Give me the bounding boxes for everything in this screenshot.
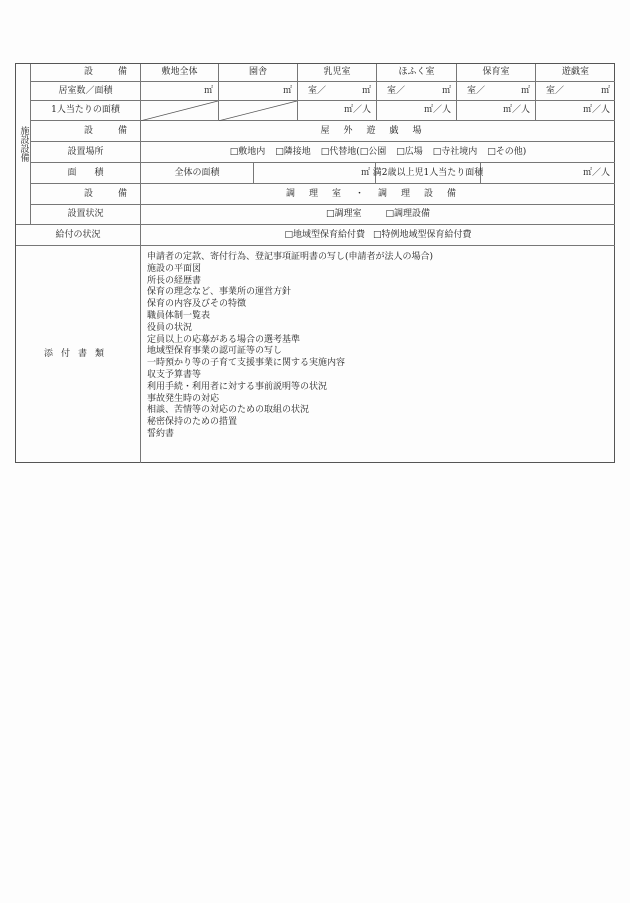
room-prefix: 室／ [467, 85, 486, 96]
unit-m2-per-person: ㎡／人 [582, 167, 610, 178]
unit-m2: ㎡ [360, 167, 370, 178]
facility-form-table [15, 63, 615, 463]
crawling-room-per-person-input[interactable] [377, 101, 457, 121]
site-per-person-na [141, 101, 219, 121]
section-label-cell [16, 64, 31, 225]
unit-m2: ㎡ [520, 85, 530, 96]
attachment-item: 秘密保持のための措置 [147, 417, 238, 428]
kitchen-status-options [141, 205, 615, 225]
checkbox-shrine-temple[interactable]: □寺社境内 [432, 146, 478, 157]
attachment-item: 定員以上の応募がある場合の選考基準 [147, 334, 301, 345]
attachment-item: 地域型保育事業の認可証等の写し [147, 346, 283, 357]
unit-m2-per-person: ㎡／人 [343, 105, 371, 115]
room-prefix: 室／ [308, 85, 327, 96]
kitchen-status-label: 設置状況 [31, 205, 141, 225]
unit-m2: ㎡ [282, 85, 292, 96]
col-header-crawling-room: ほふく室 [377, 64, 457, 82]
attachment-item: 利用手続・利用者に対する事前説明等の状況 [147, 381, 328, 392]
label-text: 設 備 [83, 188, 135, 199]
col-header-nursery-room: 保育室 [457, 64, 536, 82]
checkbox-adjacent[interactable]: □隣接地 [275, 146, 311, 157]
attachment-item: 相談、苦情等の対応のための取組の状況 [147, 405, 310, 416]
checkbox-kitchen-room[interactable]: □調理室 [325, 209, 362, 219]
col-header-infant-room: 乳児室 [298, 64, 377, 82]
attachment-item: 事故発生時の対応 [147, 393, 220, 404]
label-text: 設 備 [83, 67, 135, 77]
label-text: 設 備 [83, 125, 135, 136]
crawling-room-count-area-input[interactable] [377, 82, 457, 101]
building-per-person-na [219, 101, 298, 121]
unit-m2: ㎡ [203, 85, 213, 96]
col-header-play-room: 遊戯室 [536, 64, 615, 82]
unit-m2-per-person: ㎡／人 [502, 105, 530, 115]
attachments-label [16, 246, 141, 463]
outdoor-play-area-title [141, 121, 615, 142]
attachment-item: 保育の理念など、事業所の運営方針 [147, 287, 292, 298]
nursery-room-per-person-input[interactable] [457, 101, 536, 121]
checkbox-on-site[interactable]: □敷地内 [229, 146, 266, 157]
outdoor-header-label [31, 121, 141, 142]
label-text: 面 積 [67, 167, 104, 178]
site-area-input[interactable] [141, 82, 219, 101]
col-header-building: 園舎 [219, 64, 298, 82]
checkbox-regional-benefit[interactable]: □地域型保育給付費 [284, 229, 365, 240]
per-person-area-label: 1人当たりの面積 [31, 101, 141, 121]
label-text: 添付書類 [43, 349, 112, 359]
checkbox-alternative[interactable]: □代替地(□公園 [320, 146, 387, 157]
per-child-area-input[interactable] [481, 163, 615, 184]
total-area-label: 全体の面積 [141, 163, 254, 184]
rooms-area-label: 居室数／面積 [31, 82, 141, 101]
benefit-options [141, 225, 615, 246]
facility-header-label [31, 64, 141, 82]
unit-m2: ㎡ [361, 85, 371, 96]
play-room-per-person-input[interactable] [536, 101, 615, 121]
title-text: 調理室・調理設備 [285, 188, 470, 199]
checkbox-square[interactable]: □広場 [396, 146, 423, 157]
attachment-item: 誓約書 [147, 428, 175, 439]
location-options [141, 142, 615, 163]
unit-m2-per-person: ㎡／人 [423, 105, 451, 115]
checkbox-other[interactable]: □その他) [487, 146, 527, 157]
attachment-item: 所長の経歴書 [147, 275, 202, 286]
benefit-label: 給付の状況 [16, 225, 141, 246]
attachment-item: 役員の状況 [147, 322, 193, 333]
col-header-site: 敷地全体 [141, 64, 219, 82]
room-prefix: 室／ [546, 85, 565, 96]
title-text: 屋外遊戯場 [320, 125, 436, 136]
infant-room-per-person-input[interactable] [298, 101, 377, 121]
total-area-input[interactable] [254, 163, 376, 184]
attachment-item: 施設の平面図 [147, 263, 202, 274]
unit-m2-per-person: ㎡／人 [582, 105, 610, 115]
checkbox-special-regional-benefit[interactable]: □特例地域型保育給付費 [373, 229, 472, 240]
diagonal-strike-icon [141, 101, 218, 121]
attachment-item: 保育の内容及びその特徴 [147, 299, 247, 310]
location-label: 設置場所 [31, 142, 141, 163]
room-prefix: 室／ [387, 85, 406, 96]
section-label: 施設設備 [18, 126, 29, 162]
kitchen-header-label [31, 184, 141, 205]
infant-room-count-area-input[interactable] [298, 82, 377, 101]
per-child-area-label: 満2歳以上児1人当たり面積 [376, 163, 481, 184]
attachment-item: 職員体制一覧表 [147, 310, 211, 321]
attachments-list [141, 246, 615, 463]
attachment-item: 収支予算書等 [147, 369, 202, 380]
kitchen-title [141, 184, 615, 205]
building-area-input[interactable] [219, 82, 298, 101]
checkbox-kitchen-equipment[interactable]: □調理設備 [385, 209, 431, 219]
unit-m2: ㎡ [441, 85, 451, 96]
nursery-room-count-area-input[interactable] [457, 82, 536, 101]
area-label [31, 163, 141, 184]
attachment-item: 申請者の定款、寄付行為、登記事項証明書の写し(申請者が法人の場合) [147, 252, 434, 262]
attachment-item: 一時預かり等の子育て支援事業に関する実施内容 [147, 358, 346, 369]
unit-m2: ㎡ [600, 85, 610, 96]
diagonal-strike-icon [219, 101, 297, 121]
play-room-count-area-input[interactable] [536, 82, 615, 101]
